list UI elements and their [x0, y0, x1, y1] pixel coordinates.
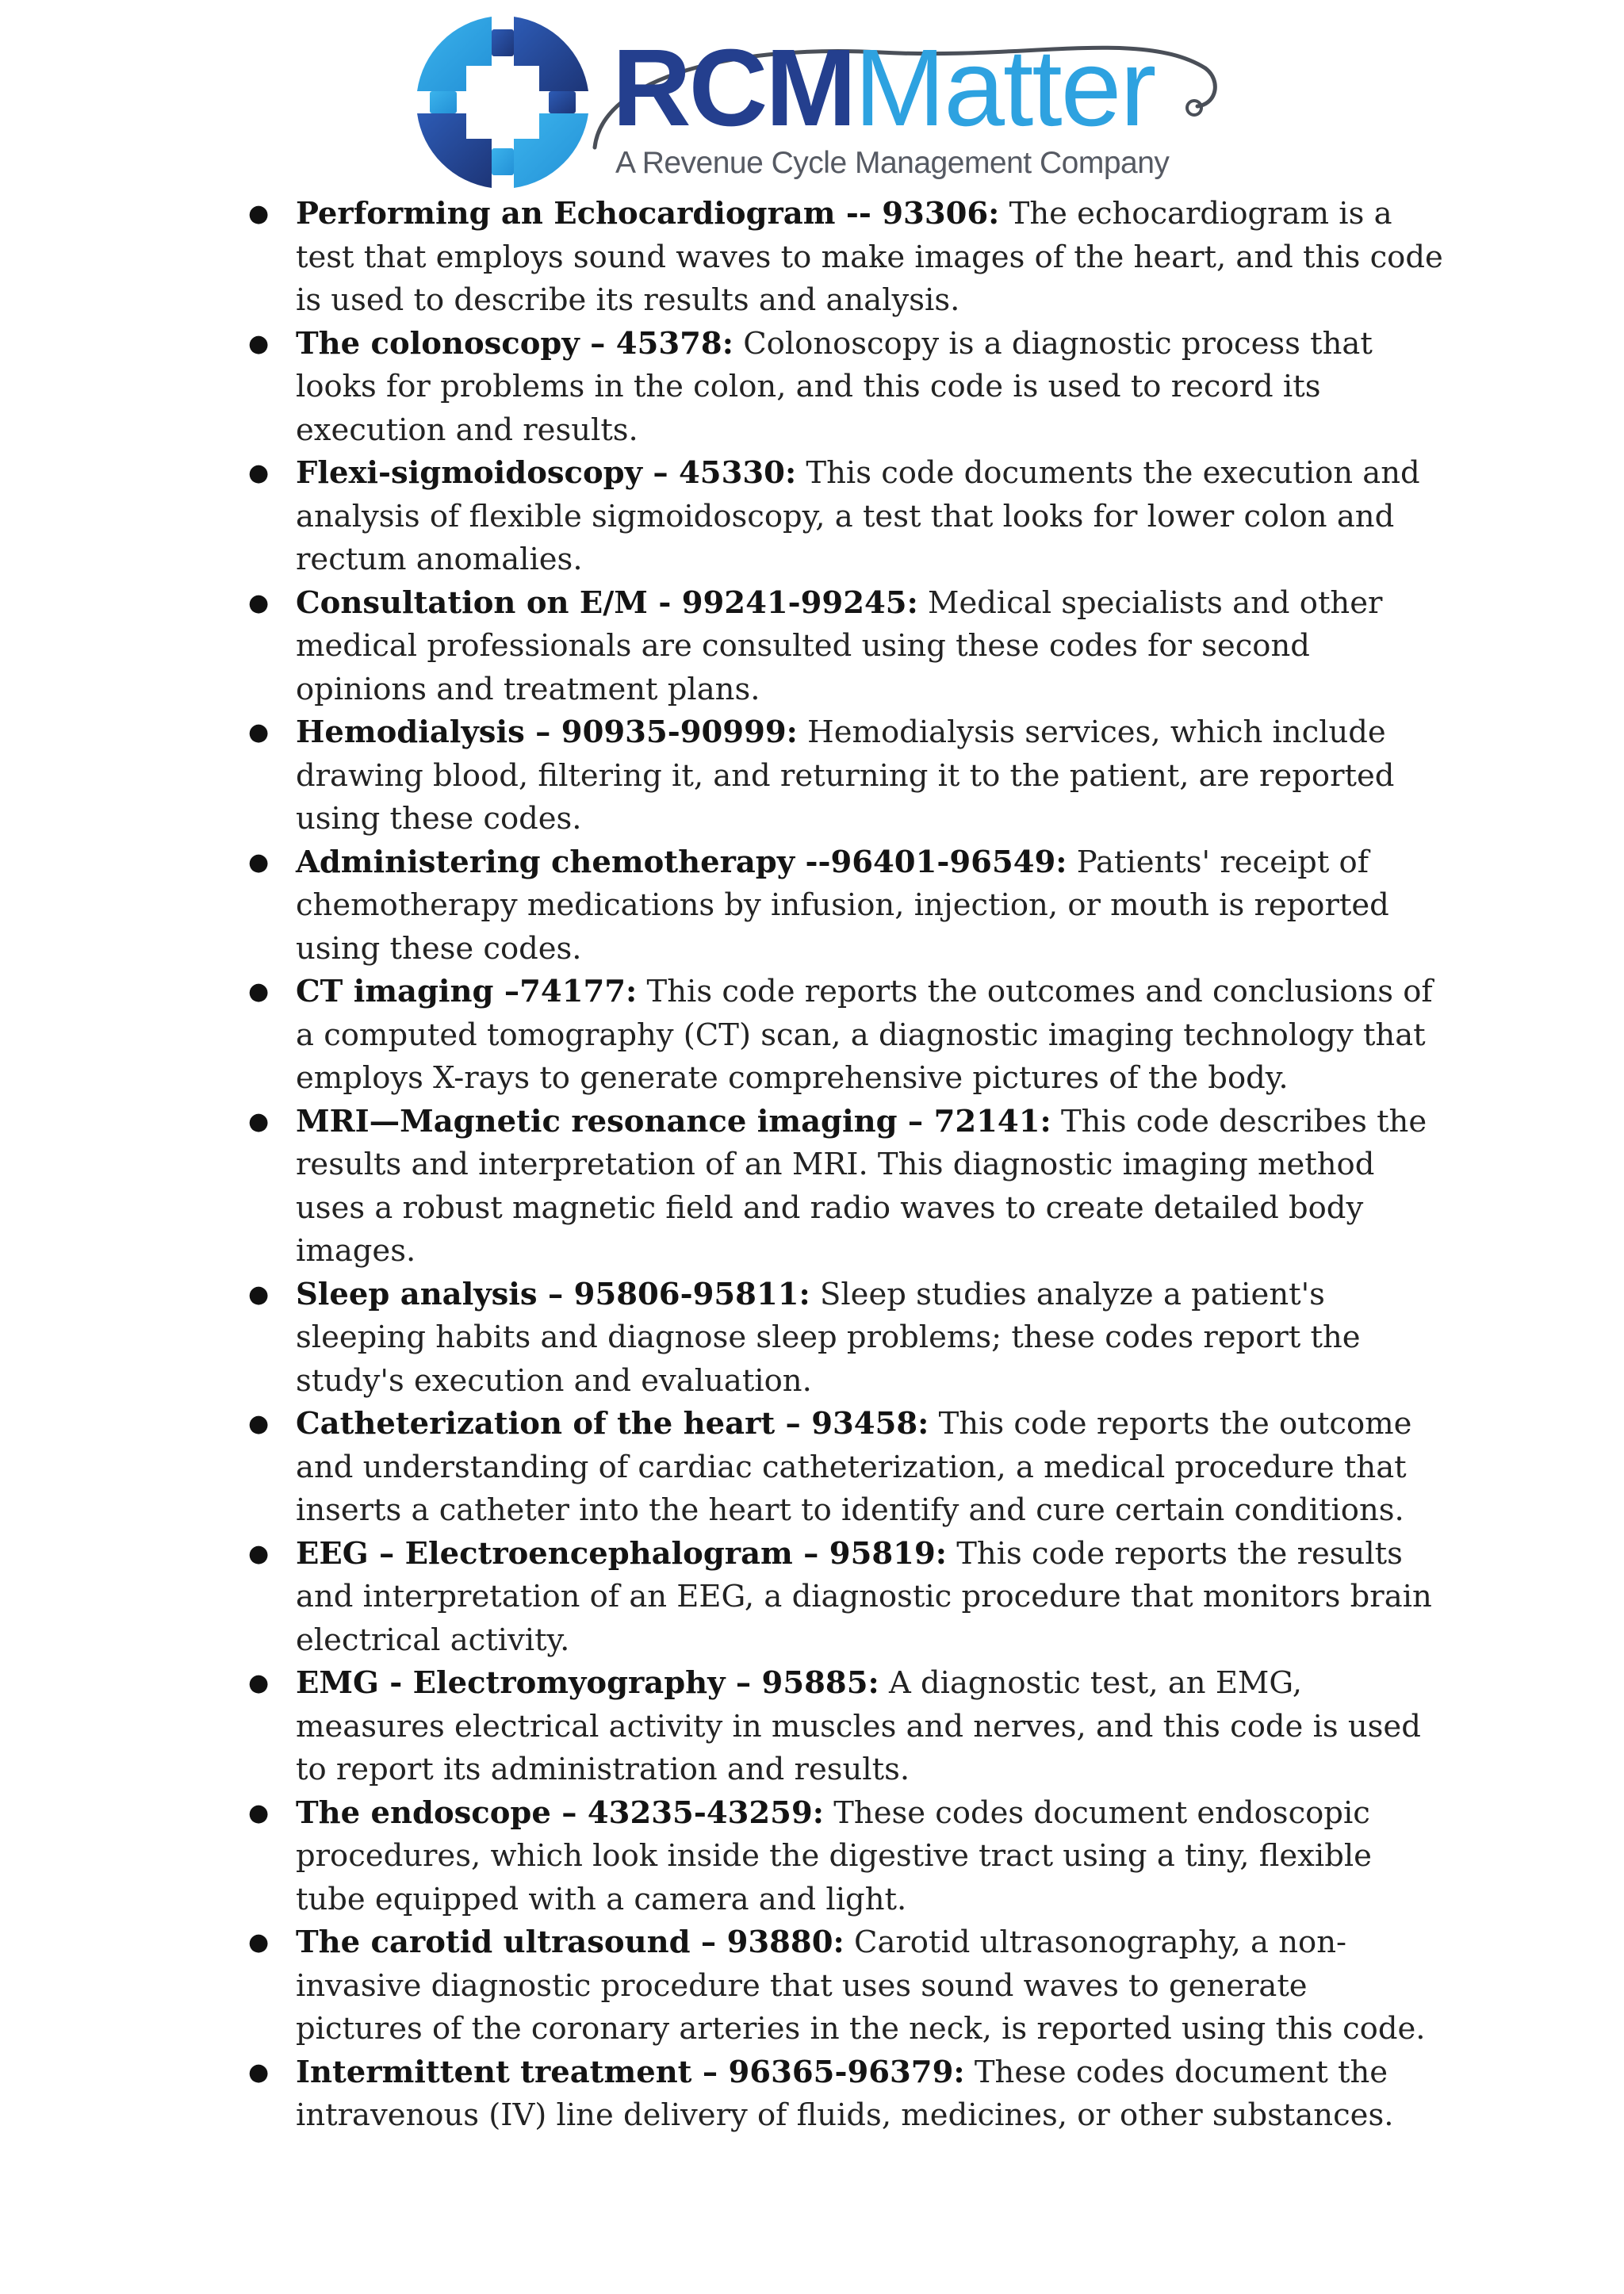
list-item [242, 452, 1443, 582]
item-term: The endoscope – 43235-43259: [296, 1794, 824, 1831]
list-item [242, 1273, 1443, 1404]
bullet-icon: ● [248, 718, 270, 746]
item-description: These codes document the intravenous (IV) line delivery of fluids, medicines, or other substances. [296, 2054, 1394, 2133]
bullet-icon: ● [248, 1280, 270, 1308]
item-description: This code reports the outcome and understanding of cardiac catheterization, a medical procedure that inserts a catheter into the heart to identify and cure certain conditions. [296, 1406, 1412, 1528]
list-item [242, 1792, 1443, 1922]
bullet-icon: ● [248, 1798, 270, 1827]
item-description: This code documents the execution and analysis of flexible sigmoidoscopy, a test that looks for lower colon and rectum anomalies. [296, 455, 1420, 577]
bullet-icon: ● [248, 2058, 270, 2086]
item-term: EEG – Electroencephalogram – 95819: [296, 1535, 947, 1572]
bullet-icon: ● [248, 1539, 270, 1568]
list-item [242, 1101, 1443, 1273]
list-item [242, 193, 1443, 323]
item-term: MRI—Magnetic resonance imaging – 72141: [296, 1103, 1051, 1139]
item-description: The echocardiogram is a test that employs sound waves to make images of the heart, and this code is used to describe its results and analysis. [296, 196, 1443, 318]
item-description: This code reports the results and interpretation of an EEG, a diagnostic procedure that monitors brain electrical activity. [296, 1535, 1432, 1658]
list-item [242, 841, 1443, 971]
item-description: This code describes the results and interpretation of an MRI. This diagnostic imaging method uses a robust magnetic field and radio waves to create detailed body images. [296, 1103, 1427, 1269]
brand-tagline: A Revenue Cycle Management Company [615, 146, 1170, 180]
list-item [242, 1403, 1443, 1533]
company-logo [404, 13, 1229, 195]
bullet-icon: ● [248, 459, 270, 487]
bullet-icon: ● [248, 200, 270, 228]
item-description: Medical specialists and other medical professionals are consulted using these codes for second opinions and treatment plans. [296, 584, 1383, 707]
item-term: Administering chemotherapy --96401-96549: [296, 844, 1067, 880]
brand-part-matter: Matter [854, 27, 1155, 149]
item-term: Performing an Echocardiogram -- 93306: [296, 196, 1000, 232]
item-description: A diagnostic test, an EMG, measures electrical activity in muscles and nerves, and this code is used to report its administration and results. [296, 1665, 1421, 1787]
bullet-icon: ● [248, 1410, 270, 1438]
item-term: Intermittent treatment – 96365-96379: [296, 2054, 965, 2090]
item-term: The colonoscopy – 45378: [296, 325, 733, 362]
list-item [242, 582, 1443, 712]
list-item [242, 2051, 1443, 2138]
item-term: CT imaging –74177: [296, 974, 638, 1009]
item-term: EMG - Electromyography – 95885: [296, 1665, 879, 1701]
bullet-icon: ● [248, 1669, 270, 1697]
procedure-code-list [242, 193, 1443, 2138]
item-term: The carotid ultrasound – 93880: [296, 1924, 845, 1960]
bullet-icon: ● [248, 1928, 270, 1956]
list-item [242, 711, 1443, 841]
bullet-icon: ● [248, 588, 270, 617]
item-description: This code reports the outcomes and conclusions of a computed tomography (CT) scan, a diagnostic imaging technology that employs X-rays to generate comprehensive pictures of the body. [296, 974, 1433, 1096]
item-description: These codes document endoscopic procedures, which look inside the digestive tract using a tiny, flexible tube equipped with a camera and light. [296, 1794, 1372, 1917]
item-description: Carotid ultrasonography, a non-invasive diagnostic procedure that uses sound waves to generate pictures of the coronary arteries in the neck, is reported using this code. [296, 1924, 1426, 2047]
brand-name [612, 27, 1155, 149]
item-description: Patients' receipt of chemotherapy medications by infusion, injection, or mouth is reported using these codes. [296, 844, 1389, 967]
item-term: Sleep analysis – 95806-95811: [296, 1276, 810, 1312]
item-term: Hemodialysis – 90935-90999: [296, 714, 798, 750]
list-item [242, 1533, 1443, 1663]
list-item [242, 323, 1443, 453]
brand-part-rcm: RCM [612, 27, 855, 149]
item-description: Sleep studies analyze a patient's sleeping habits and diagnose sleep problems; these codes report the study's execution and evaluation. [296, 1276, 1361, 1399]
item-description: Colonoscopy is a diagnostic process that looks for problems in the colon, and this code is used to record its execution and results. [296, 325, 1373, 448]
item-term: Consultation on E/M - 99241-99245: [296, 584, 918, 621]
item-term: Catheterization of the heart – 93458: [296, 1406, 929, 1442]
list-item [242, 971, 1443, 1101]
list-item [242, 1662, 1443, 1792]
item-description: Hemodialysis services, which include drawing blood, filtering it, and returning it to the patient, are reported using these codes. [296, 714, 1395, 837]
bullet-icon: ● [248, 1107, 270, 1136]
bullet-icon: ● [248, 329, 270, 358]
bullet-icon: ● [248, 848, 270, 876]
item-term: Flexi-sigmoidoscopy – 45330: [296, 455, 797, 491]
bullet-icon: ● [248, 978, 270, 1005]
list-item [242, 1921, 1443, 2051]
